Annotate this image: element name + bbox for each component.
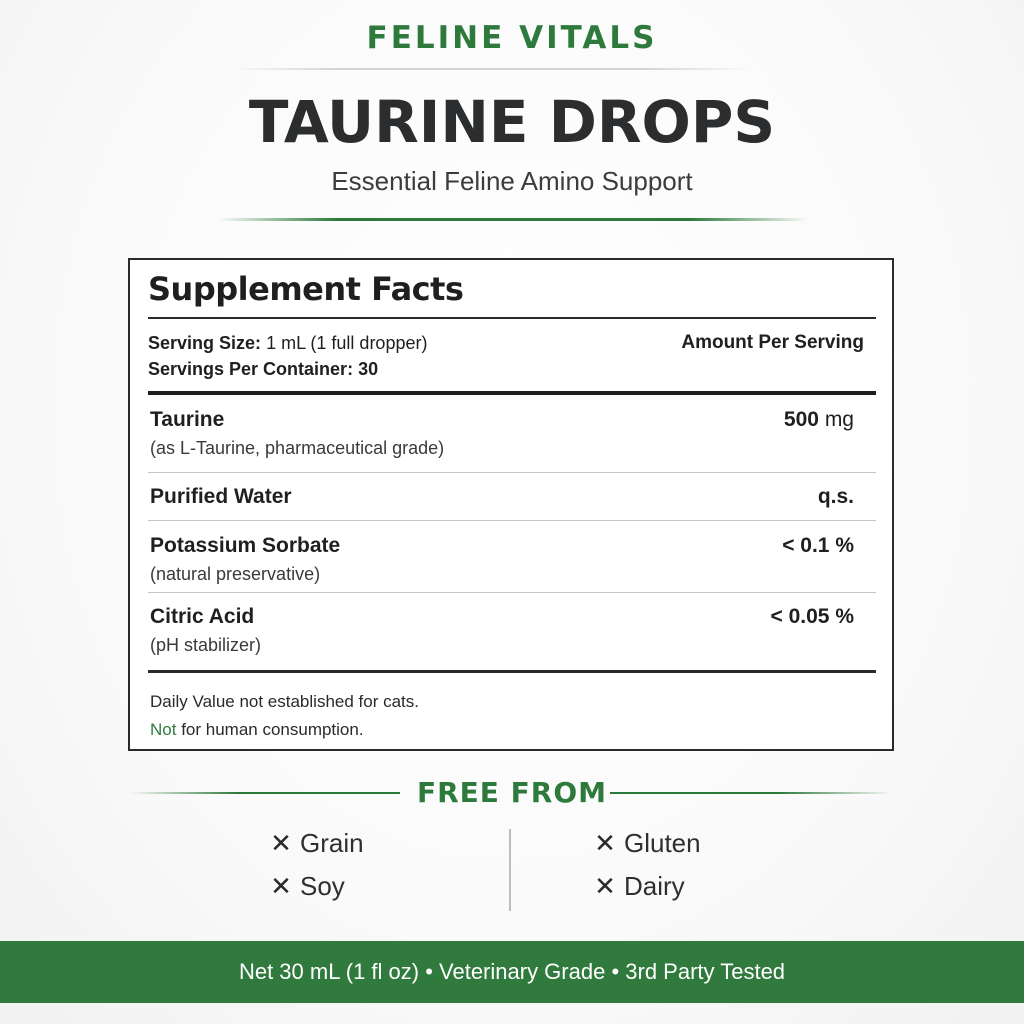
free-from-column-divider: [509, 829, 511, 911]
ingredient-row-purified-water: [150, 485, 854, 509]
x-mark-icon: ✕: [270, 871, 292, 901]
free-from-item-gluten: [592, 828, 701, 859]
serving-thick-rule: [148, 391, 876, 395]
supplement-facts-title: Supplement Facts: [148, 270, 464, 308]
footnote-rule: [148, 670, 876, 673]
ingredient-name: Taurine: [150, 408, 225, 431]
ingredient-note: (natural preservative): [150, 564, 321, 584]
supplement-facts-panel: [128, 258, 894, 751]
ingredient-row-potassium-sorbate: [150, 534, 854, 585]
x-mark-icon: ✕: [270, 828, 292, 858]
human-consumption-warning: [150, 716, 419, 744]
ingredient-amount: q.s.: [817, 485, 854, 508]
ingredient-name: Purified Water: [150, 485, 292, 508]
free-from-item-grain: [268, 828, 364, 859]
amount-per-serving-header: Amount Per Serving: [681, 332, 864, 353]
free-from-item-soy: [268, 871, 345, 902]
serving-size-label: Serving Size:: [148, 333, 262, 353]
serving-size-value: 1 mL (1 full dropper): [266, 333, 428, 353]
ingredient-row-citric-acid: [150, 605, 854, 656]
row-divider: [148, 472, 876, 473]
x-mark-icon: ✕: [594, 828, 616, 858]
brand-divider: [230, 68, 750, 70]
servings-per-container-value: 30: [358, 359, 379, 379]
serving-size-line: [148, 330, 427, 356]
free-from-title: FREE FROM: [416, 776, 608, 809]
facts-footnote: [150, 688, 419, 744]
free-from-label: Soy: [300, 871, 345, 901]
ingredient-amount: [784, 408, 854, 432]
daily-value-note: Daily Value not established for cats.: [150, 692, 419, 711]
x-mark-icon: ✕: [594, 871, 616, 901]
footer-info-band: Net 30 mL (1 fl oz) • Veterinary Grade • 3rd Party Tested: [0, 941, 1024, 1003]
serving-info: [148, 330, 427, 382]
servings-per-container-label: Servings Per Container:: [148, 359, 354, 379]
free-from-item-dairy: [592, 871, 685, 902]
ingredient-name: Citric Acid: [150, 605, 255, 628]
servings-per-container-line: [148, 356, 427, 382]
ingredient-note: (pH stabilizer): [150, 635, 262, 655]
free-from-label: Dairy: [624, 871, 685, 901]
row-divider: [148, 520, 876, 521]
ingredient-amount: < 0.05 %: [770, 605, 854, 628]
brand-name: FELINE VITALS: [366, 20, 658, 56]
product-subtitle: Essential Feline Amino Support: [331, 166, 693, 196]
warning-text: for human consumption.: [176, 720, 364, 739]
title-divider: [218, 218, 808, 221]
product-title: TAURINE DROPS: [248, 88, 776, 156]
free-from-rule-right: [610, 792, 892, 794]
free-from-label: Gluten: [624, 828, 701, 858]
amount-unit: mg: [824, 408, 854, 431]
ingredient-note: (as L-Taurine, pharmaceutical grade): [150, 438, 445, 458]
amount-value: 500: [783, 408, 819, 431]
ingredient-name: Potassium Sorbate: [150, 534, 341, 557]
warning-highlight: Not: [150, 720, 177, 739]
ingredient-row-taurine: [150, 408, 854, 459]
free-from-label: Grain: [300, 828, 364, 858]
facts-title-rule: [148, 317, 876, 319]
row-divider: [148, 592, 876, 593]
ingredient-amount: < 0.1 %: [782, 534, 854, 557]
